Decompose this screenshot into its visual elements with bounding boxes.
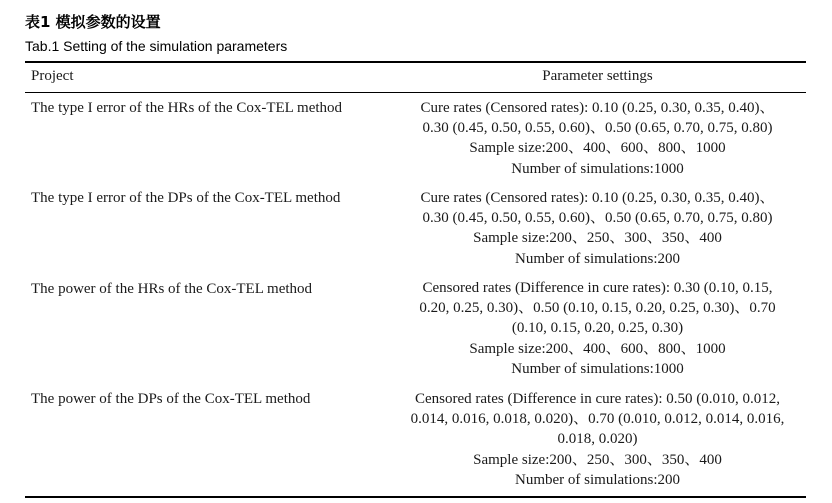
param-line: 0.20, 0.25, 0.30)、0.50 (0.10, 0.15, 0.20, 0.25, 0.30)、0.70 <box>419 300 776 317</box>
param-line: Censored rates (Difference in cure rates): 0.30 (0.10, 0.15, <box>422 280 773 296</box>
table-row-3-params <box>390 278 805 379</box>
column-header-parameter-settings: Parameter settings <box>542 68 653 84</box>
param-line: Sample size:200、250、300、350、400 <box>473 451 722 468</box>
param-line: Sample size:200、400、600、800、1000 <box>469 140 726 157</box>
column-header-project: Project <box>31 68 74 84</box>
table-row-2-params <box>390 188 805 269</box>
table-bottom-rule <box>25 496 806 498</box>
table-row-1-project: The type I error of the HRs of the Cox-TEL method <box>31 100 343 116</box>
table-header-rule <box>25 92 806 93</box>
table-title-english: Tab.1 Setting of the simulation parameters <box>25 38 288 54</box>
param-line: 0.30 (0.45, 0.50, 0.55, 0.60)、0.50 (0.65, 0.70, 0.75, 0.80) <box>422 120 773 137</box>
table-title-chinese: 表1 模拟参数的设置 <box>25 13 161 31</box>
param-line: Sample size:200、250、300、350、400 <box>473 230 722 247</box>
param-line: 0.018, 0.020) <box>557 431 638 448</box>
table-top-rule <box>25 61 806 63</box>
param-line: 0.014, 0.016, 0.018, 0.020)、0.70 (0.010, 0.012, 0.014, 0.016, <box>410 411 785 428</box>
param-line: Number of simulations:1000 <box>511 160 684 177</box>
table-row-3-project: The power of the HRs of the Cox-TEL method <box>31 281 313 297</box>
param-line: 0.30 (0.45, 0.50, 0.55, 0.60)、0.50 (0.65, 0.70, 0.75, 0.80) <box>422 210 773 227</box>
table-row-1-params <box>390 98 805 179</box>
table-row-4-params <box>390 389 805 490</box>
param-line: Cure rates (Censored rates): 0.10 (0.25, 0.30, 0.35, 0.40)、 <box>420 100 775 116</box>
param-line: Number of simulations:200 <box>515 471 680 488</box>
table-row-4-project: The power of the DPs of the Cox-TEL method <box>31 391 311 407</box>
param-line: Censored rates (Difference in cure rates): 0.50 (0.010, 0.012, <box>414 391 780 407</box>
table-row-2-project: The type I error of the DPs of the Cox-TEL method <box>31 190 341 206</box>
param-line: Number of simulations:200 <box>515 250 680 267</box>
param-line: (0.10, 0.15, 0.20, 0.25, 0.30) <box>511 320 684 337</box>
param-line: Cure rates (Censored rates): 0.10 (0.25, 0.30, 0.35, 0.40)、 <box>420 190 775 206</box>
param-line: Sample size:200、400、600、800、1000 <box>469 340 726 357</box>
param-line: Number of simulations:1000 <box>511 360 684 377</box>
